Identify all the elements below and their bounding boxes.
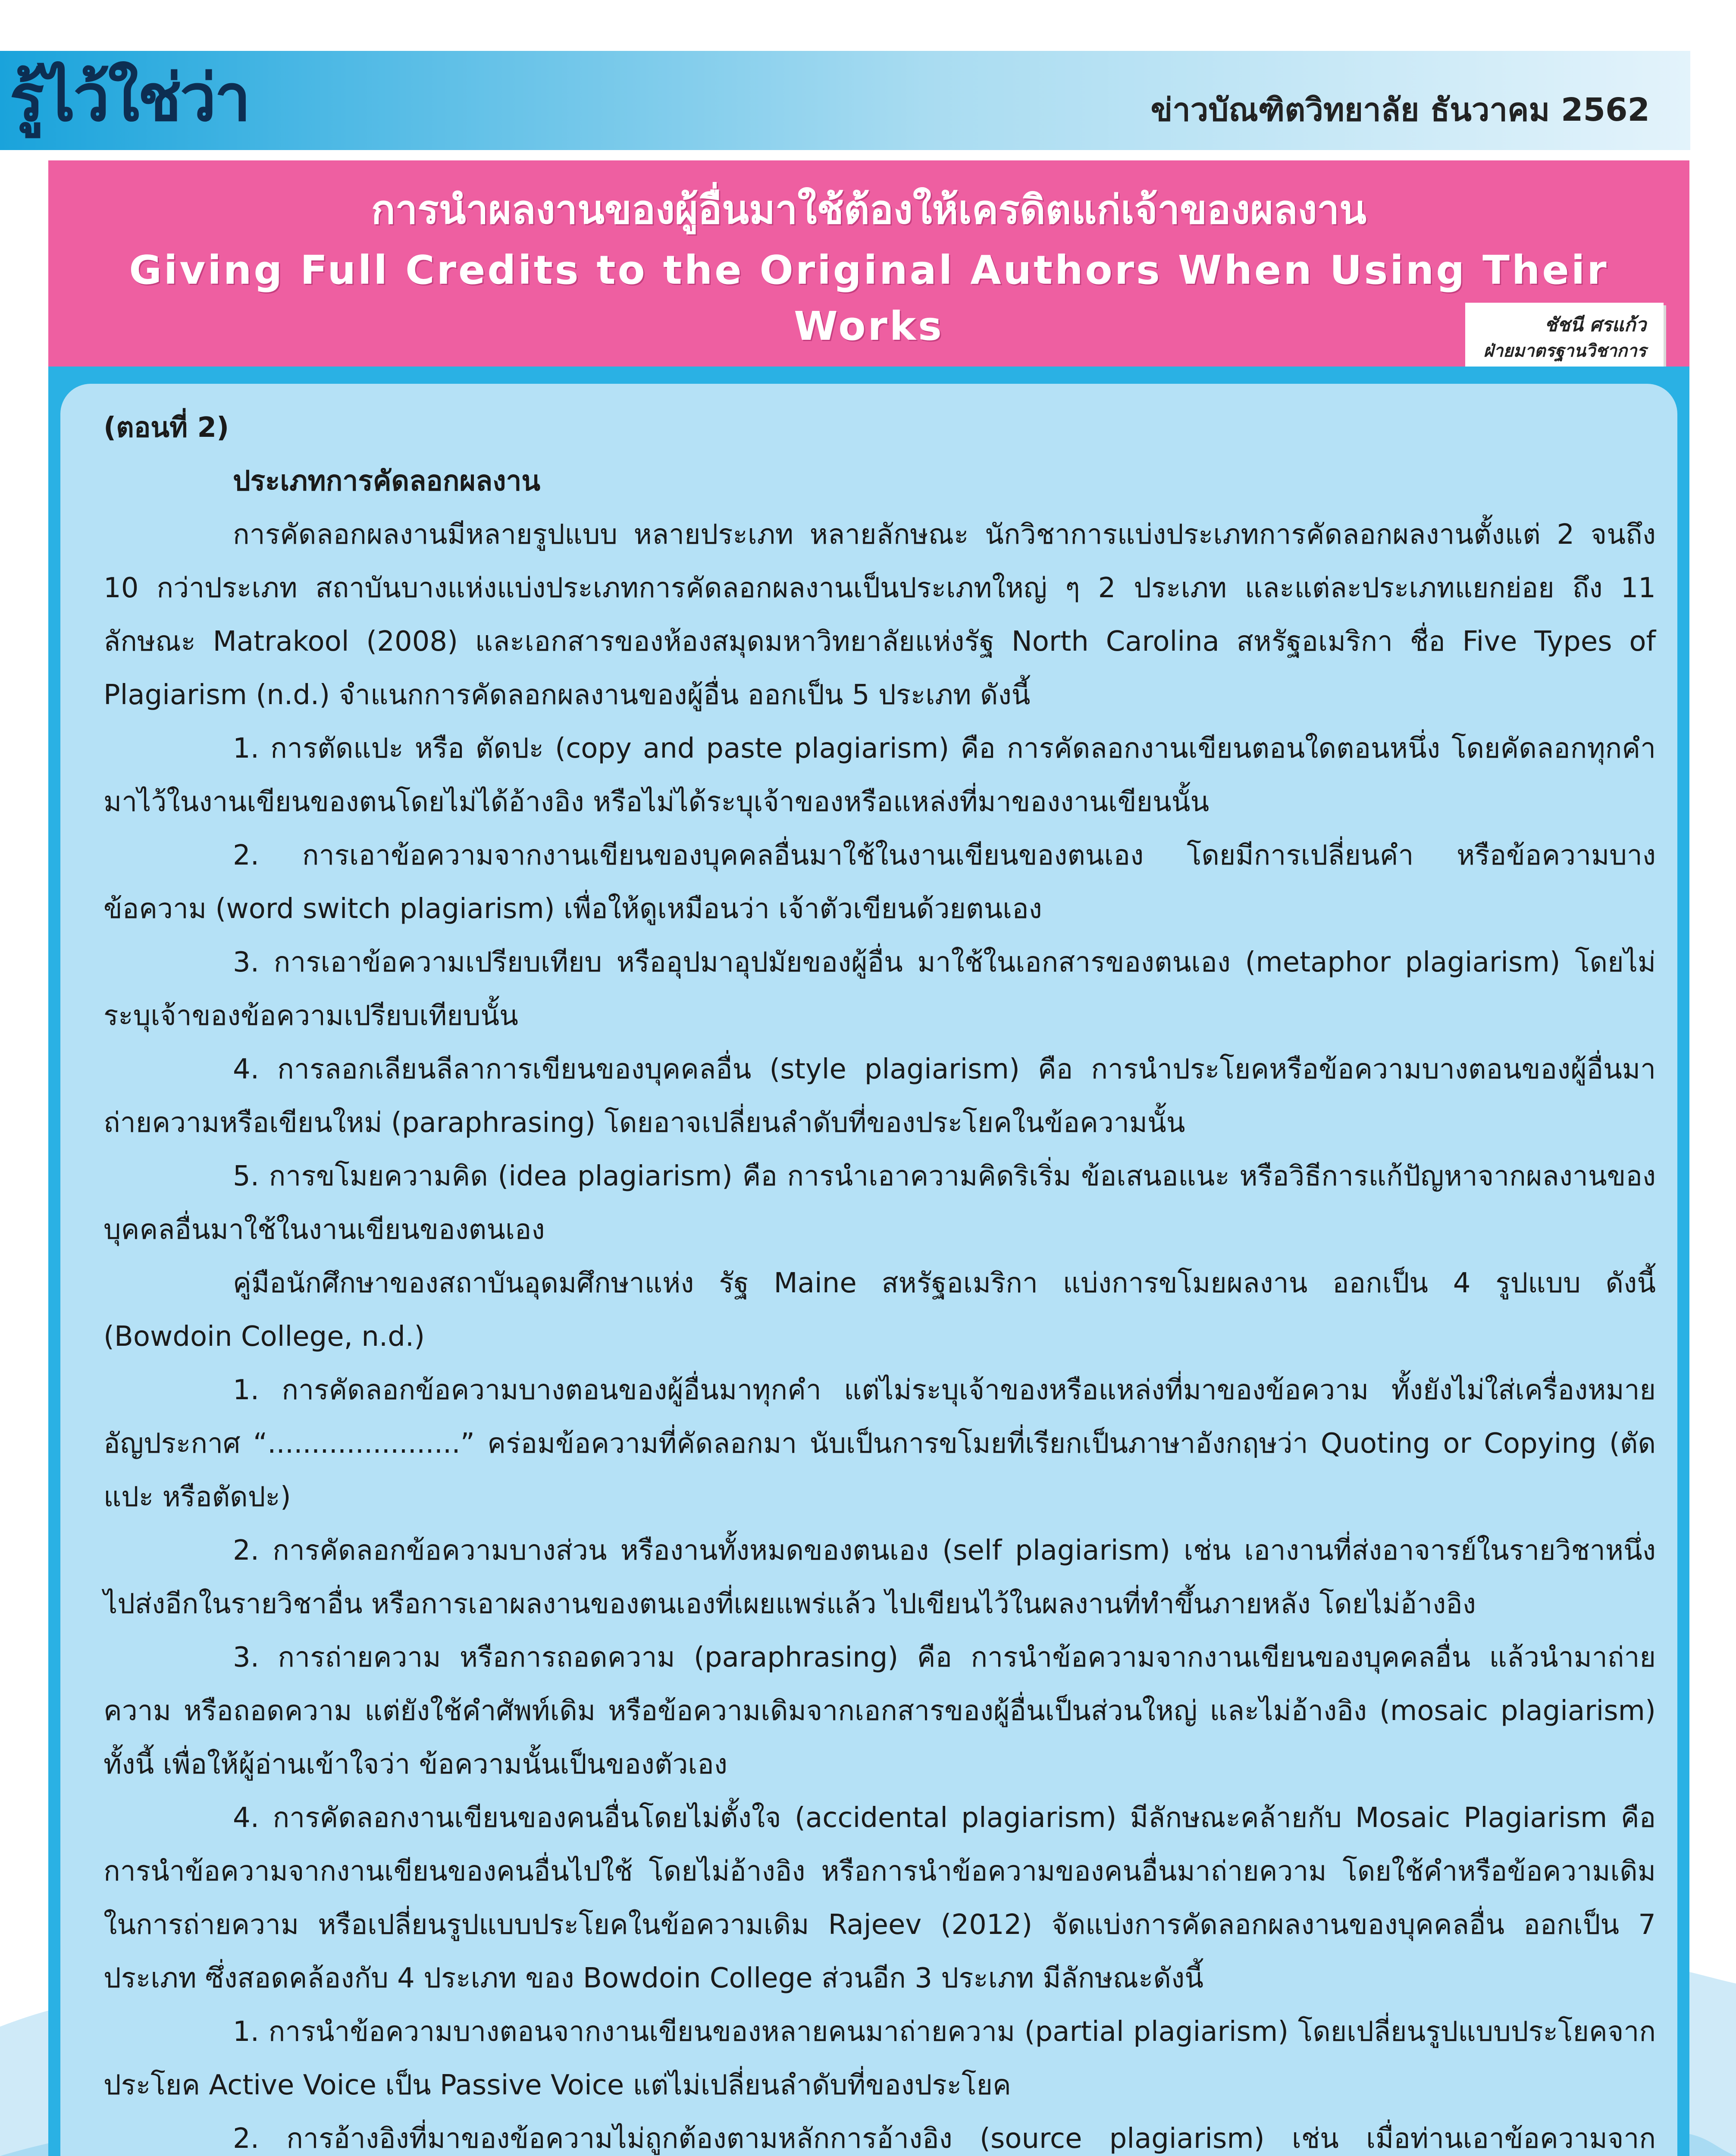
paragraph: 1. การคัดลอกข้อความบางตอนของผู้อื่นมาทุกคำ แต่ไม่ระบุเจ้าของหรือแหล่งที่มาของข้อความ ทั้งยังไม่ใส่เครื่องหมายอัญประกาศ “......................” คร่อมข้อความที่คัดลอกมา นับเป็นการขโมยที่เรียกเป็นภาษาอังกฤษว่า Quoting or Copying (ตัดแปะ หรือตัดปะ) [103,1374,1656,1513]
paragraph: คู่มือนักศึกษาของสถาบันอุดมศึกษาแห่ง รัฐ Maine สหรัฐอเมริกา แบ่งการขโมยผลงาน ออกเป็น 4 รูปแบบ ดังนี้ (Bowdoin College, n.d.) [103,1267,1656,1353]
paragraph: 2. การเอาข้อความจากงานเขียนของบุคคลอื่นมาใช้ในงานเขียนของตนเอง โดยมีการเปลี่ยนคำ หรือข้อความบางข้อความ (word switch plagiarism) เพื่อให้ดูเหมือนว่า เจ้าตัวเขียนด้วยตนเอง [103,840,1656,925]
content-frame [48,367,1689,2156]
content-panel [60,384,1677,2156]
paragraph: 5. การขโมยความคิด (idea plagiarism) คือ การนำเอาความคิดริเริ่ม ข้อเสนอแนะ หรือวิธีการแก้ปัญหาจากผลงานของบุคคลอื่นมาใช้ในงานเขียนของตนเอง [103,1160,1656,1246]
article-title-thai: การนำผลงานของผู้อื่นมาใช้ต้องให้เครดิตแก่เจ้าของผลงาน [371,187,1367,233]
title-band [48,160,1689,376]
section-logo: รู้ไว้ใช่ว่า [9,61,249,136]
author-department: ฝ่ายมาตรฐานวิชาการ [1483,341,1646,361]
paragraph: 1. การนำข้อความบางตอนจากงานเขียนของหลายคนมาถ่ายความ (partial plagiarism) โดยเปลี่ยนรูปแบบประโยคจากประโยค Active Voice เป็น Passive Voice แต่ไม่เปลี่ยนลำดับที่ของประโยค [103,2016,1656,2101]
article-body [103,401,1656,2156]
part-label: (ตอนที่ 2) [103,412,229,444]
section-heading: ประเภทการคัดลอกผลงาน [233,465,541,497]
paragraph: 3. การถ่ายความ หรือการถอดความ (paraphrasing) คือ การนำข้อความจากงานเขียนของบุคคลอื่น แล้วนำมาถ่ายความ หรือถอดความ แต่ยังใช้คำศัพท์เดิม หรือข้อความเดิมจากเอกสารของผู้อื่นเป็นส่วนใหญ่ และไม่อ้างอิง (mosaic plagiarism) ทั้งนี้ เพื่อให้ผู้อ่านเข้าใจว่า ข้อความนั้นเป็นของตัวเอง [103,1642,1656,1780]
article-title-english: Giving Full Credits to the Original Authors When Using Their Works [129,247,1609,349]
author-name: ชัชนี ศรแก้ว [1544,314,1646,336]
author-box [1465,303,1664,374]
issue-label: ข่าวบัณฑิตวิทยาลัย ธันวาคม 2562 [1150,91,1650,128]
paragraph: 4. การคัดลอกงานเขียนของคนอื่นโดยไม่ตั้งใจ (accidental plagiarism) มีลักษณะคล้ายกับ Mosaic Plagiarism คือ การนำข้อความจากงานเขียนของคนอื่นไปใช้ โดยไม่อ้างอิง หรือการนำข้อความของคนอื่นมาถ่ายความ โดยใช้คำหรือข้อความเดิมในการถ่ายความ หรือเปลี่ยนรูปแบบประโยคในข้อความเดิม Rajeev (2012) จัดแบ่งการคัดลอกผลงานของบุคคลอื่น ออกเป็น 7 ประเภท ซึ่งสอดคล้องกับ 4 ประเภท ของ Bowdoin College ส่วนอีก 3 ประเภท มีลักษณะดังนี้ [103,1802,1656,1994]
paragraph: 3. การเอาข้อความเปรียบเทียบ หรืออุปมาอุปมัยของผู้อื่น มาใช้ในเอกสารของตนเอง (metaphor plagiarism) โดยไม่ระบุเจ้าของข้อความเปรียบเทียบนั้น [103,946,1656,1032]
paragraph: 1. การตัดแปะ หรือ ตัดปะ (copy and paste plagiarism) คือ การคัดลอกงานเขียนตอนใดตอนหนึ่ง โดยคัดลอกทุกคำมาไว้ในงานเขียนของตนโดยไม่ได้อ้างอิง หรือไม่ได้ระบุเจ้าของหรือแหล่งที่มาของงานเขียนนั้น [103,733,1656,818]
paragraph: 2. การคัดลอกข้อความบางส่วน หรืองานทั้งหมดของตนเอง (self plagiarism) เช่น เอางานที่ส่งอาจารย์ในรายวิชาหนึ่งไปส่งอีกในรายวิชาอื่น หรือการเอาผลงานของตนเองที่เผยแพร่แล้ว ไปเขียนไว้ในผลงานที่ทำขึ้นภายหลัง โดยไม่อ้างอิง [103,1535,1656,1620]
paragraph: 4. การลอกเลียนลีลาการเขียนของบุคคลอื่น (style plagiarism) คือ การนำประโยคหรือข้อความบางตอนของผู้อื่นมาถ่ายความหรือเขียนใหม่ (paraphrasing) โดยอาจเปลี่ยนลำดับที่ของประโยคในข้อความนั้น [103,1053,1656,1139]
paragraph: การคัดลอกผลงานมีหลายรูปแบบ หลายประเภท หลายลักษณะ นักวิชาการแบ่งประเภทการคัดลอกผลงานตั้งแต่ 2 จนถึง 10 กว่าประเภท สถาบันบางแห่งแบ่งประเภทการคัดลอกผลงานเป็นประเภทใหญ่ ๆ 2 ประเภท และแต่ละประเภทแยกย่อย ถึง 11 ลักษณะ Matrakool (2008) และเอกสารของห้องสมุดมหาวิทยาลัยแห่งรัฐ North Carolina สหรัฐอเมริกา ชื่อ Five Types of Plagiarism (n.d.) จำแนกการคัดลอกผลงานของผู้อื่น ออกเป็น 5 ประเภท ดังนี้ [103,519,1656,711]
paragraph: 2. การอ้างอิงที่มาของข้อความไม่ถูกต้องตามหลักการอ้างอิง (source plagiarism) เช่น เมื่อท่านเอาข้อความจาก [233,2123,1656,2155]
